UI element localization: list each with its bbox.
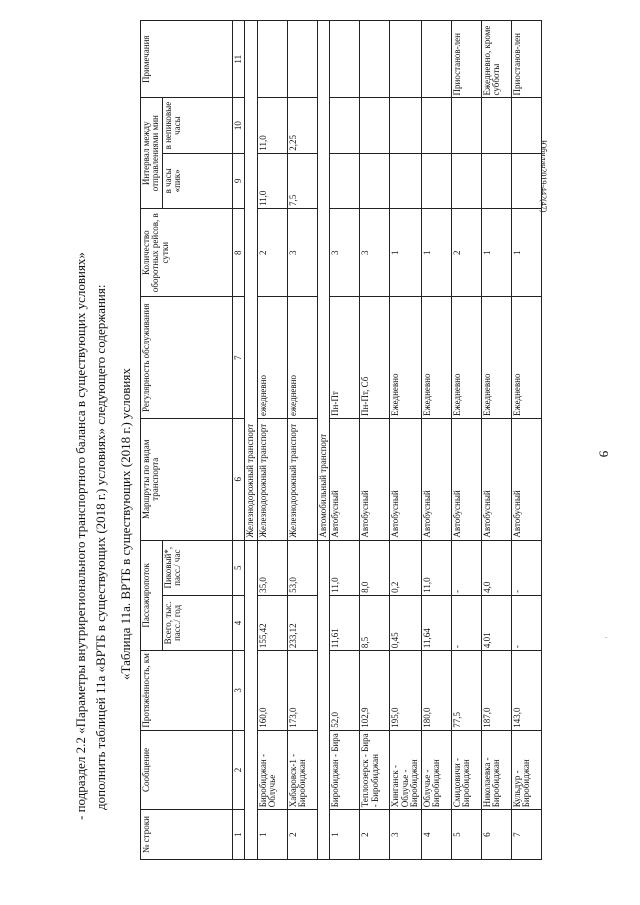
cell-length: 160,0 xyxy=(257,651,287,731)
table-row xyxy=(390,21,421,860)
cell-n: 1 xyxy=(330,810,360,860)
cell-n: 5 xyxy=(451,810,481,860)
cell-note xyxy=(390,21,421,98)
cell-total: 155,42 xyxy=(257,595,287,650)
cell-route: Биробиджан - Бира xyxy=(330,730,360,810)
header-num: № строки xyxy=(141,810,233,860)
cell-total: 11,61 xyxy=(330,595,360,650)
cell-regularity: ежедневно xyxy=(287,297,317,419)
cell-note xyxy=(257,21,287,98)
cell-i_off xyxy=(360,98,390,153)
column-number: 7 xyxy=(232,297,244,419)
cell-trips: 3 xyxy=(330,208,360,296)
cell-i_peak xyxy=(390,153,421,208)
cell-total: 4,01 xyxy=(481,595,511,650)
cell-trips: 1 xyxy=(481,208,511,296)
column-number: 9 xyxy=(232,153,244,208)
cell-total: 8,5 xyxy=(360,595,390,650)
cell-n: 2 xyxy=(287,810,317,860)
cell-n: 6 xyxy=(481,810,511,860)
table-body xyxy=(245,21,541,860)
cell-trips: 2 xyxy=(451,208,481,296)
cell-i_peak xyxy=(511,153,541,208)
cell-transport: Железнодорожный транспорт xyxy=(257,418,287,540)
cell-regularity: Ежедневно xyxy=(390,297,421,419)
column-number: 4 xyxy=(232,595,244,650)
cell-route: Облучье - Биробиджан xyxy=(421,730,451,810)
cell-transport: Автобусный xyxy=(511,418,541,540)
cell-peak: - xyxy=(451,540,481,595)
cell-length: 180,0 xyxy=(421,651,451,731)
cell-length: 143,0 xyxy=(511,651,541,731)
cell-i_peak: 7,5 xyxy=(287,153,317,208)
cell-route: Кульдур - Биробиджан xyxy=(511,730,541,810)
cell-transport: Автобусный xyxy=(481,418,511,540)
cell-length: 52,0 xyxy=(330,651,360,731)
cell-i_off xyxy=(511,98,541,153)
cell-transport: Автобусный xyxy=(451,418,481,540)
cell-regularity: Ежедневно xyxy=(511,297,541,419)
header-transport: Маршруты по видам транспорта xyxy=(141,418,233,540)
table-caption: «Таблица 11а. ВРТБ в существующих (2018 г.) условиях xyxy=(118,368,133,680)
header-length: Протяжённость, км xyxy=(141,651,233,731)
cell-i_peak xyxy=(421,153,451,208)
cell-regularity: Ежедневно xyxy=(481,297,511,419)
header-flow-peak: Пиковый*, пасс./ час xyxy=(162,540,232,595)
cell-peak: 0,2 xyxy=(390,540,421,595)
cell-peak: 8,0 xyxy=(360,540,390,595)
cell-route: Николаевка - Биробиджан xyxy=(481,730,511,810)
column-number: 2 xyxy=(232,730,244,810)
cell-regularity: Пн-Пт xyxy=(330,297,360,419)
cell-regularity: Пн-Пт, Сб xyxy=(360,297,390,419)
cell-note xyxy=(287,21,317,98)
margin-mark: ˆ xyxy=(605,636,608,644)
page-number: 9 xyxy=(596,450,612,458)
cell-transport: Автобусный xyxy=(390,418,421,540)
cell-transport: Железнодорожный транспорт xyxy=(287,418,317,540)
header-route: Сообщение xyxy=(141,730,233,810)
cell-trips: 3 xyxy=(287,208,317,296)
cell-length: 102,9 xyxy=(360,651,390,731)
cell-route: Хинганск - Облучье - Биробиджан xyxy=(390,730,421,810)
cell-note: Приостанов-лен xyxy=(511,21,541,98)
cell-total: 233,12 xyxy=(287,595,317,650)
cell-i_off: 2,25 xyxy=(287,98,317,153)
cell-peak: 11,0 xyxy=(330,540,360,595)
cell-peak: - xyxy=(511,540,541,595)
cell-length: 77,5 xyxy=(451,651,481,731)
cell-note xyxy=(360,21,390,98)
cell-length: 187,0 xyxy=(481,651,511,731)
table-row xyxy=(421,21,451,860)
rotated-page-content xyxy=(73,20,640,860)
cell-trips: 1 xyxy=(390,208,421,296)
cell-transport: Автобусный xyxy=(421,418,451,540)
table-row xyxy=(257,21,287,860)
header-flow: Пассажиропоток xyxy=(141,540,163,651)
cell-transport: Автобусный xyxy=(330,418,360,540)
cell-regularity: ежедневно xyxy=(257,297,287,419)
cell-i_peak xyxy=(360,153,390,208)
header-regularity: Регулярность обслуживания xyxy=(141,297,233,419)
cell-length: 173,0 xyxy=(287,651,317,731)
cell-note: Приостанов-лен xyxy=(451,21,481,98)
header-flow-total: Всего, тыс. пасс./ год xyxy=(162,595,232,650)
table-row xyxy=(451,21,481,860)
section-title: Железнодорожный транспорт xyxy=(245,21,257,541)
header-note: Примечания xyxy=(141,21,233,98)
cell-n: 3 xyxy=(390,810,421,860)
header-interval: Интервал между отправлениями мин xyxy=(141,98,163,209)
table-row xyxy=(481,21,511,860)
cell-regularity: Ежедневно xyxy=(451,297,481,419)
cell-i_off xyxy=(481,98,511,153)
cell-peak: 35,0 xyxy=(257,540,287,595)
section-row xyxy=(317,21,329,860)
cell-total: 11,64 xyxy=(421,595,451,650)
cell-i_peak xyxy=(481,153,511,208)
cell-trips: 1 xyxy=(511,208,541,296)
cell-transport: Автобусный xyxy=(360,418,390,540)
column-number: 3 xyxy=(232,651,244,731)
cell-regularity: Ежедневно xyxy=(421,297,451,419)
vrtb-table xyxy=(140,20,542,860)
column-number: 10 xyxy=(232,98,244,153)
column-number: 6 xyxy=(232,418,244,540)
cell-i_off xyxy=(330,98,360,153)
cell-trips: 1 xyxy=(421,208,451,296)
cell-n: 7 xyxy=(511,810,541,860)
cell-n: 1 xyxy=(257,810,287,860)
intro-line-2: дополнить таблицей 11а «ВРТБ в существующих (2018 г.) условиях» следующего содержания: xyxy=(93,284,108,810)
table-row xyxy=(287,21,317,860)
header-trips: Количество оборотных рейсов, в сутки xyxy=(141,208,233,296)
cell-n: 2 xyxy=(360,810,390,860)
cell-note xyxy=(421,21,451,98)
cell-n: 4 xyxy=(421,810,451,860)
cell-note xyxy=(330,21,360,98)
cell-note: Ежедневно, кроме субботы xyxy=(481,21,511,98)
table-row xyxy=(360,21,390,860)
table-row xyxy=(511,21,541,860)
cell-route: Биробиджан - Облучье xyxy=(257,730,287,810)
cell-total: - xyxy=(511,595,541,650)
cell-peak: 11,0 xyxy=(421,540,451,595)
cell-route: Хабаровск-1 - Биробиджан xyxy=(287,730,317,810)
cell-peak: 4,0 xyxy=(481,540,511,595)
cell-route: Теплоозерск - Бира - Биробиджан xyxy=(360,730,390,810)
cell-total: 0,45 xyxy=(390,595,421,650)
section-title: Автомобильный транспорт xyxy=(317,21,329,541)
cell-trips: 3 xyxy=(360,208,390,296)
column-number: 1 xyxy=(232,810,244,860)
cell-i_off xyxy=(390,98,421,153)
document-code: Юбилан2019-442(47) xyxy=(539,140,548,213)
intro-line-1: - подраздел 2.2 «Параметры внутрирегионального транспортного баланса в существующих условиях» xyxy=(73,252,88,820)
cell-i_peak xyxy=(330,153,360,208)
column-number: 8 xyxy=(232,208,244,296)
cell-i_off: 11,0 xyxy=(257,98,287,153)
cell-trips: 2 xyxy=(257,208,287,296)
column-numbers-row xyxy=(232,21,244,860)
cell-i_off xyxy=(421,98,451,153)
table-row xyxy=(330,21,360,860)
cell-i_off xyxy=(451,98,481,153)
header-interval-peak: в часы «пик» xyxy=(162,153,232,208)
cell-route: Смидовичи - Биробиджан xyxy=(451,730,481,810)
column-number: 5 xyxy=(232,540,244,595)
cell-length: 195,0 xyxy=(390,651,421,731)
cell-i_peak: 11,0 xyxy=(257,153,287,208)
column-number: 11 xyxy=(232,21,244,98)
section-row xyxy=(245,21,257,860)
cell-peak: 53,0 xyxy=(287,540,317,595)
cell-total: - xyxy=(451,595,481,650)
cell-i_peak xyxy=(451,153,481,208)
header-interval-offpeak: в непиковые часы xyxy=(162,98,232,153)
